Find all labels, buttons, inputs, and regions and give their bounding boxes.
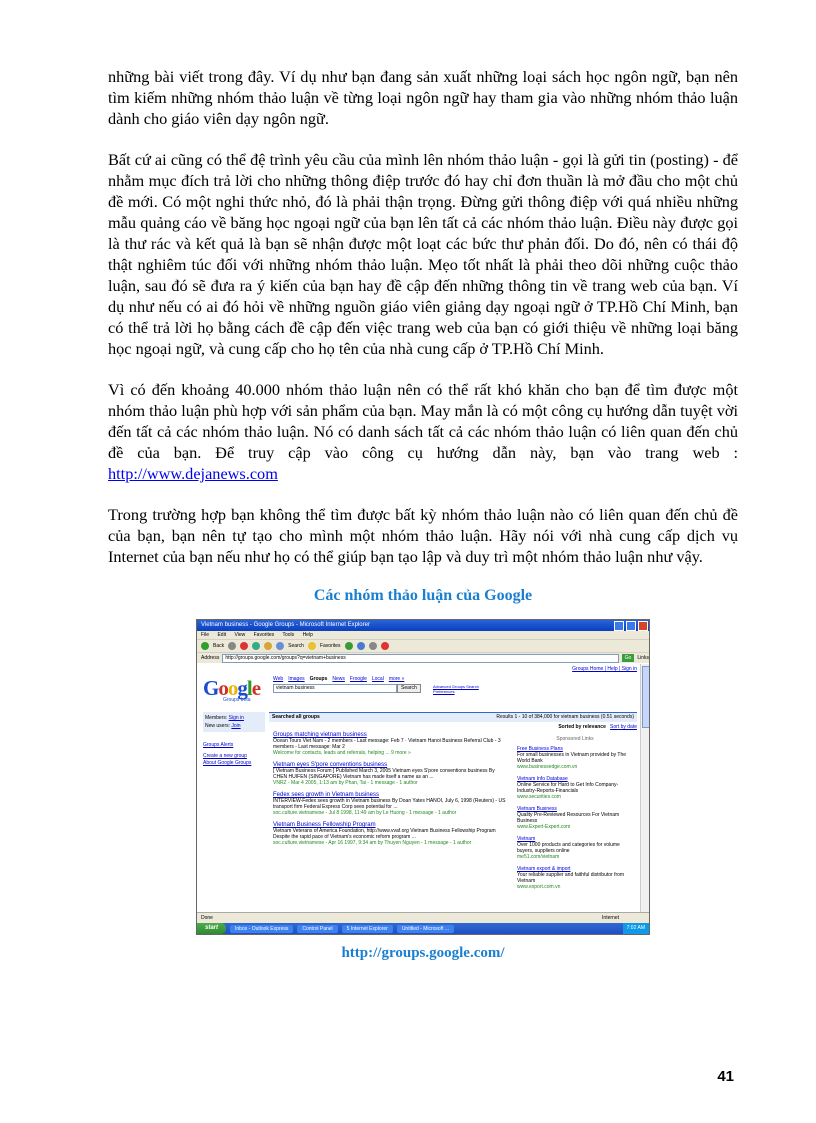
ad-title: Vietnam Info Database <box>517 776 568 782</box>
menu-help: Help <box>302 632 313 638</box>
favorites-label: Favorites <box>319 643 341 649</box>
sort-date-link: Sort by date <box>610 724 637 730</box>
dejanews-link[interactable]: http://www.dejanews.com <box>108 464 278 483</box>
results-count: Results 1 - 10 of 384,000 for vietnam business (0.51 seconds) <box>496 714 634 720</box>
results-list <box>273 726 507 846</box>
ad-text: Over 1000 products and categories for volume buyers, suppliers online <box>517 842 620 854</box>
ad-item <box>517 746 633 770</box>
groups-alerts-link: Groups Alerts <box>203 742 234 748</box>
ad-item <box>517 776 633 800</box>
mail-icon <box>357 642 365 650</box>
menu-file: File <box>201 632 210 638</box>
google-logo: Google <box>203 676 261 700</box>
search-button: Search <box>397 684 421 693</box>
status-zone: Internet <box>602 915 619 921</box>
figure-url: http://groups.google.com/ <box>341 945 505 961</box>
ad-item <box>517 836 633 860</box>
result-title: Vietnam Business Fellowship Program <box>273 822 376 828</box>
messenger-icon <box>381 642 389 650</box>
sorted-label: Sorted by relevance <box>558 724 606 730</box>
paragraph-3-text: Vì có đến khoảng 40.000 nhóm thảo luận nên có thể rất khó khăn cho bạn để tìm được một nhóm thảo luận phù hợp với sản phẩm của bạn. May mắn là có một công cụ hướng dẫn tuyệt vời đến tất cả các nhóm thảo luận. Nó có danh sách tất cả các nhóm thảo luận có liên quan đến chủ đề của bạn. Để truy cập vào công cụ hướng dẫn này, bạn vào trang web : <box>108 380 738 462</box>
tab-more: more » <box>388 676 405 682</box>
top-links: Groups Home | Help | Sign in <box>572 666 637 672</box>
status-bar <box>197 912 649 923</box>
close-icon <box>638 621 648 631</box>
print-icon <box>369 642 377 650</box>
sort-line <box>558 724 637 730</box>
ad-url: www.securities.com <box>517 794 561 800</box>
advanced-links <box>433 684 479 694</box>
tab-web: Web <box>273 676 284 682</box>
menu-tools: Tools <box>282 632 295 638</box>
menu-favorites: Favorites <box>253 632 275 638</box>
search-label: Search <box>288 643 304 649</box>
search-icon <box>276 642 284 650</box>
result-title: Groups matching vietnam business <box>273 732 367 738</box>
ad-title: Vietnam <box>517 836 536 842</box>
ad-url: www.businessedge.com.vn <box>517 764 578 770</box>
task-item: Control Panel <box>297 925 337 933</box>
scroll-thumb <box>642 666 650 728</box>
minimize-icon <box>614 621 624 631</box>
result-snippet: INTERVIEW-Fedex sees growth in Vietnam business By Doan Yates HANOI, July 6, 1998 (Reuters) - US transport firm Federal Express Corp sees potential for ... <box>273 798 506 810</box>
address-input: http://groups.google.com/groups?q=vietnam+business <box>222 654 618 663</box>
system-tray-clock: 7:02 AM <box>623 923 649 934</box>
maximize-icon <box>626 621 636 631</box>
ad-item <box>517 866 633 890</box>
sponsored-header: Sponsored Links <box>556 736 594 742</box>
create-group-link: Create a new group <box>203 753 247 759</box>
join-link: Join <box>231 723 241 729</box>
result-snippet: Vietnam Veterans of America Foundation, http://www.vvaf.org Vietnam Business Fellowship Program Despite the rapid pace of Vietnam's economic reform program ... <box>273 828 496 840</box>
tab-froogle: Froogle <box>349 676 367 682</box>
ad-text: Your reliable supplier and faithful distributor from Vietnam <box>517 872 625 884</box>
result-item <box>273 792 507 816</box>
sign-in-link: Sign in <box>228 715 244 721</box>
start-button: start <box>197 923 226 934</box>
taskbar <box>197 923 649 934</box>
window-title: Vietnam business - Google Groups - Microsoft Internet Explorer <box>201 622 370 628</box>
result-meta: VNRZ - Mar 4 2005, 1:13 am by Phan, Tai - 1 message - 1 author <box>273 780 418 786</box>
tab-images: Images <box>288 676 305 682</box>
window-titlebar <box>197 620 649 631</box>
sponsored-links <box>517 736 633 896</box>
left-panel <box>203 712 265 767</box>
ad-text: Online Service for Hard to Get Info Company-Industry-Reports-Financials <box>517 782 619 794</box>
document-page <box>108 66 738 962</box>
stop-icon <box>240 642 248 650</box>
menu-bar <box>197 631 649 639</box>
members-label: Members: <box>205 715 228 721</box>
task-item: Untitled - Microsoft ... <box>397 925 454 933</box>
result-title: Vietnam eyes S'pore conventions business <box>273 762 388 768</box>
logo-subtitle: Groups beta <box>223 697 251 703</box>
search-tabs <box>273 676 404 682</box>
window-buttons <box>613 620 649 631</box>
ad-url: www.export.com.vn <box>517 884 561 890</box>
ad-item <box>517 806 633 830</box>
task-item: Inbox - Outlook Express <box>230 925 293 933</box>
back-icon <box>201 642 209 650</box>
menu-edit: Edit <box>217 632 227 638</box>
result-item <box>273 732 507 756</box>
ad-url: www.Expert-Expert.com <box>517 824 571 830</box>
preferences-link: Preferences <box>433 689 455 694</box>
about-groups-link: About Google Groups <box>203 760 252 766</box>
paragraph-4: Trong trường hợp bạn không thể tìm được bất kỳ nhóm thảo luận nào có liên quan đến chủ đề của bạn, bạn nên tự tạo cho mình một nhóm thảo luận. Hãy nói với nhà cung cấp dịch vụ Internet của bạn nếu như họ có thể giúp bạn tạo lập và duy trì một nhóm thảo luận như vậy. <box>108 505 738 566</box>
address-bar <box>197 652 649 663</box>
tab-news: News <box>332 676 345 682</box>
links-label: Links <box>637 655 649 661</box>
go-button: Go <box>622 654 635 662</box>
query-input: vietnam business <box>273 684 397 693</box>
menu-view: View <box>234 632 246 638</box>
address-label: Address <box>201 655 220 661</box>
new-users-label: New users: <box>205 723 231 729</box>
tab-groups: Groups <box>309 676 328 682</box>
result-snippet: [ Vietnam Business Forum ] Published March 3, 2005 Vietnam eyes S'pore conventions business By CHEN HUIFEN (SINGAPORE) Vietnam has made itself a name as an ... <box>273 768 495 780</box>
ad-url: me51.com/vietnam <box>517 854 560 860</box>
result-meta: Welcome for contacts, leads and referrals, helping ... 9 more » <box>273 750 411 756</box>
ad-title: Vietnam Business <box>517 806 557 812</box>
page-number: 41 <box>717 1068 734 1085</box>
paragraph-1: những bài viết trong đây. Ví dụ như bạn đang sản xuất những loại sách học ngôn ngữ, bạn nên tìm kiếm những nhóm thảo luận về từng loại ngôn ngữ hay tham gia vào những nhóm thảo luận dành cho giáo viên dạy ngôn ngữ. <box>108 67 738 128</box>
browser-toolbar <box>197 639 649 652</box>
result-meta: soc.culture.vietnamese - Apr 16 1997, 9:34 am by Thuyen Nguyen - 1 message - 1 author <box>273 840 472 846</box>
task-item: 5 Internet Explorer <box>342 925 393 933</box>
ad-title: Vietnam export & import <box>517 866 571 872</box>
result-meta: soc.culture.vietnamese - Jul 8 1998, 11:49 am by Le Huong - 1 message - 1 author <box>273 810 457 816</box>
google-groups-screenshot <box>196 619 650 935</box>
back-label: Back <box>213 643 225 649</box>
home-icon <box>264 642 272 650</box>
result-item <box>273 762 507 786</box>
paragraph-2: Bất cứ ai cũng có thể đệ trình yêu cầu của mình lên nhóm thảo luận - gọi là gửi tin (posting) - để nhằm mục đích trả lời cho những thông điệp trước đó hay chỉ đơn thuần là mở đầu cho một chủ đề mới. Có một nghi thức nhỏ, đó là phải thận trọng. Đừng gửi thông điệp với quá nhiều những mẫu quảng cáo về băng học ngoại ngữ của bạn lên tất cả các nhóm thảo luận. Điều này được gọi là thư rác và kết quả là bạn sẽ nhận được một loạt các bức thư phản đối. Do đó, nên có thái độ thật nghiêm túc đối với những nhóm thảo luận. Mẹo tốt nhất là phải theo dõi những cuộc thảo luận, sau đó sẽ đưa ra ý kiến của bạn hay đề cập đến những thông tin về trang web của bạn. Ví dụ như nếu có ai đó hỏi về những nguồn giáo viên giảng dạy ngoại ngữ ở TP.Hồ Chí Minh, bạn có thể trả lời họ bằng cách đề cập đến việc trang web của bạn có giới thiệu về những loại băng học ngoại ngữ, và cung cấp cho họ tên của nhà cung cấp ở TP.Hồ Chí Minh. <box>108 150 738 358</box>
status-done: Done <box>201 915 213 921</box>
ad-text: Quality Pre-Reviewed Resources For Vietnam Business <box>517 812 620 824</box>
paragraph-3 <box>108 379 738 484</box>
refresh-icon <box>252 642 260 650</box>
result-title: Fedex sees growth in Vietnam business <box>273 792 379 798</box>
result-item <box>273 822 507 846</box>
ad-text: For small businesses in Vietnam provided by The World Bank <box>517 752 627 764</box>
favorites-icon <box>308 642 316 650</box>
tab-local: Local <box>371 676 384 682</box>
searched-label: Searched all groups <box>272 714 320 720</box>
result-snippet: Ocean Tours Viet Nam - 2 members - Last message: Feb 7 · Vietnam Hanoi Business Referral Club - 3 members - Last message: Mar 2 <box>273 738 501 750</box>
advanced-search-link: Advanced Groups Search <box>433 684 479 689</box>
figure-caption: Các nhóm thảo luận của Google <box>313 587 533 604</box>
ad-title: Free Business Plans <box>517 746 563 752</box>
media-icon <box>345 642 353 650</box>
results-bar <box>269 712 637 722</box>
page-content <box>197 664 641 912</box>
scrollbar <box>640 664 649 912</box>
forward-icon <box>228 642 236 650</box>
member-box <box>203 712 265 732</box>
